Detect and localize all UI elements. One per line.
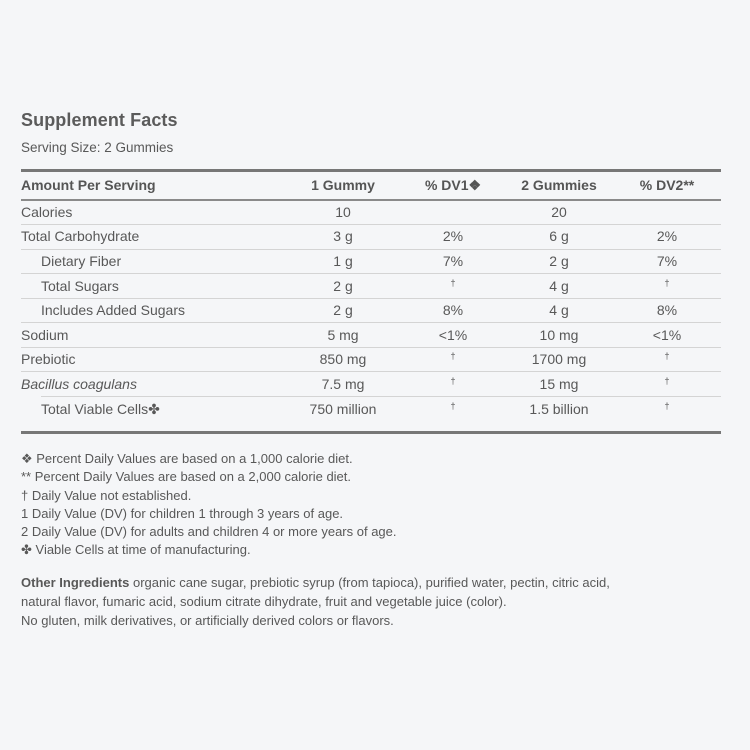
dv2-value: 8% <box>656 302 678 318</box>
table-row <box>21 274 721 298</box>
table-row <box>21 323 721 347</box>
table-row <box>21 224 721 248</box>
header-dv1: % DV1❖ <box>424 177 482 193</box>
amount-one-gummy: 850 mg <box>319 351 367 367</box>
footnote-1000-calorie: ❖ Percent Daily Values are based on a 1,000 calorie diet. <box>21 451 353 466</box>
amount-two-gummies: 15 mg <box>539 376 579 392</box>
amount-two-gummies: 4 g <box>549 302 569 318</box>
ingredients-text-2: natural flavor, fumaric acid, sodium citrate dihydrate, fruit and vegetable juice (color). <box>21 594 507 609</box>
ingredients-label: Other Ingredients <box>21 575 130 590</box>
amount-one-gummy: 3 g <box>333 228 353 244</box>
dv2-value: <1% <box>652 327 682 343</box>
amount-one-gummy: 750 million <box>309 401 377 417</box>
dv2-value: † <box>664 401 670 411</box>
table-row <box>21 397 721 421</box>
ingredients-line-1 <box>21 573 610 592</box>
footnote-dv-adults: 2 Daily Value (DV) for adults and children 4 or more years of age. <box>21 524 397 540</box>
panel-title: Supplement Facts <box>21 110 178 130</box>
allergen-note: No gluten, milk derivatives, or artificially derived colors or flavors. <box>21 613 394 628</box>
amount-one-gummy: 2 g <box>333 278 353 294</box>
amount-one-gummy: 2 g <box>333 302 353 318</box>
bottom-divider <box>21 431 721 434</box>
dv1-value: † <box>450 351 456 361</box>
header-one-gummy: 1 Gummy <box>311 177 375 193</box>
dv1-value: 8% <box>442 302 464 318</box>
dv1-value: 2% <box>442 228 464 244</box>
amount-two-gummies: 4 g <box>549 278 569 294</box>
amount-one-gummy: 1 g <box>333 253 353 269</box>
footnote-2000-calorie: ** Percent Daily Values are based on a 2,000 calorie diet. <box>21 469 352 485</box>
footnote-dv-not-established: † Daily Value not established. <box>21 487 192 503</box>
nutrient-name: Total Sugars <box>41 278 119 294</box>
nutrient-name: Prebiotic <box>21 351 76 367</box>
top-divider <box>21 169 721 172</box>
dv1-value: † <box>450 278 456 288</box>
amount-two-gummies: 10 mg <box>539 327 579 343</box>
amount-two-gummies: 20 <box>551 204 567 220</box>
dv2-value: † <box>664 376 670 386</box>
table-row <box>21 347 721 371</box>
table-row <box>21 298 721 322</box>
amount-one-gummy: 5 mg <box>327 327 359 343</box>
footnote-dv-children: 1 Daily Value (DV) for children 1 through 3 years of age. <box>21 505 344 521</box>
dv2-value: † <box>664 278 670 288</box>
nutrient-name: Total Carbohydrate <box>21 228 140 244</box>
amount-two-gummies: 1.5 billion <box>529 401 589 417</box>
serving-size: Serving Size: 2 Gummies <box>21 140 174 155</box>
table-row <box>21 200 721 224</box>
table-header-row <box>21 173 721 197</box>
amount-two-gummies: 2 g <box>549 253 569 269</box>
dv2-value: 2% <box>656 228 678 244</box>
other-ingredients <box>21 573 610 630</box>
amount-two-gummies: 6 g <box>549 228 569 244</box>
dv1-value: <1% <box>438 327 468 343</box>
dv1-value: † <box>450 401 456 411</box>
nutrient-name: Includes Added Sugars <box>41 302 185 318</box>
table-row <box>21 249 721 273</box>
nutrient-name: Dietary Fiber <box>41 253 122 269</box>
header-amount: Amount Per Serving <box>21 177 156 193</box>
footnotes <box>21 450 397 560</box>
header-dv2: % DV2** <box>639 177 695 193</box>
nutrient-name: Calories <box>21 204 73 220</box>
amount-two-gummies: 1700 mg <box>531 351 587 367</box>
amount-one-gummy: 10 <box>335 204 351 220</box>
nutrient-name: Bacillus coagulans <box>21 376 137 392</box>
dv1-value: † <box>450 376 456 386</box>
nutrient-name: Total Viable Cells✤ <box>41 401 160 417</box>
dv1-value: 7% <box>442 253 464 269</box>
amount-one-gummy: 7.5 mg <box>321 376 365 392</box>
header-two-gummies: 2 Gummies <box>521 177 597 193</box>
dv2-value: † <box>664 351 670 361</box>
table-row <box>21 372 721 396</box>
footnote-viable-cells: ✤ Viable Cells at time of manufacturing. <box>21 542 251 558</box>
ingredients-text-1: organic cane sugar, prebiotic syrup (from tapioca), purified water, pectin, citric acid, <box>129 575 610 590</box>
dv2-value: 7% <box>656 253 678 269</box>
nutrient-name: Sodium <box>21 327 69 343</box>
